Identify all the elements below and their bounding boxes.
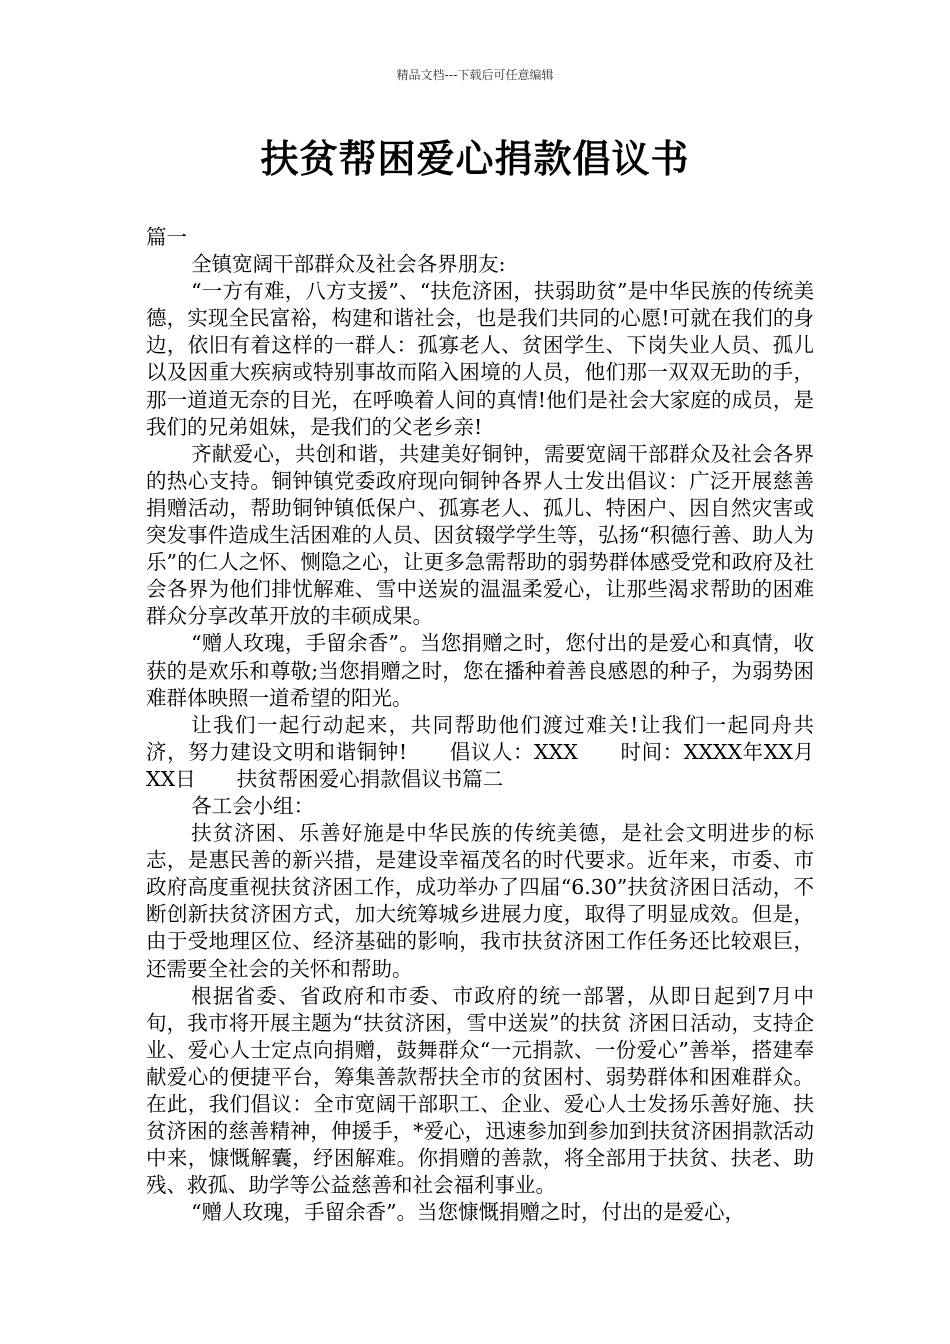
body-paragraph: 齐献爱心，共创和谐，共建美好铜钟，需要宽阔干部群众及社会各界的热心支持。铜钟镇党委政府现向铜钟各界人士发出倡议：广泛开展慈善捐赠活动，帮助铜钟镇低保户、孤寡老人、孤儿、特困户、因自然灾害或突发事件造成生活困难的人员、因贫辍学学生等，弘扬“积德行善、助人为乐”的仁人之怀、恻隐之心，让更多急需帮助的弱势群体感受党和政府及社会各界为他们排忧解难、雪中送炭的温温柔爱心，让那些渴求帮助的困难群众分享改革开放的丰硕成果。 xyxy=(146,441,814,629)
document-body xyxy=(146,224,814,1226)
body-paragraph: 扶贫济困、乐善好施是中华民族的传统美德，是社会文明进步的标志，是惠民善的新兴措，是建设幸福茂名的时代要求。近年来，市委、市政府高度重视扶贫济困工作，成功举办了四届“6.30”扶贫济困日活动，不断创新扶贫济困方式，加大统筹城乡进展力度，取得了明显成效。但是，由于受地理区位、经济基础的影响，我市扶贫济困工作任务还比较艰巨，还需要全社会的关怀和帮助。 xyxy=(146,821,814,981)
body-paragraph: “一方有难，八方支援”、“扶危济困，扶弱助贫”是中华民族的传统美德，实现全民富裕，构建和谐社会，也是我们共同的心愿!可就在我们的身边，依旧有着这样的一群人：孤寡老人、贫困学生、下岗失业人员、孤儿以及因重大疾病或特别事故而陷入困境的人员，他们那一双双无助的手，那一道道无奈的目光，在呼唤着人间的真情!他们是社会大家庭的成员，是我们的兄弟姐妹，是我们的父老乡亲! xyxy=(146,279,814,439)
body-paragraph: “赠人玫瑰，手留余香”。当您捐赠之时，您付出的是爱心和真情，收获的是欢乐和尊敬;当您捐赠之时，您在播种着善良感恩的种子，为弱势困难群体映照一道希望的阳光。 xyxy=(146,631,814,710)
salutation-paragraph: 全镇宽阔干部群众及社会各界朋友: xyxy=(191,252,506,277)
document-title: 扶贫帮困爱心捐款倡议书 xyxy=(260,137,690,181)
page-header-note: 精品文档---下载后可任意编辑 xyxy=(396,68,554,82)
body-paragraph: 根据省委、省政府和市委、市政府的统一部署，从即日起到7月中旬，我市将开展主题为“扶贫济困，雪中送炭”的扶贫 济困日活动，支持企业、爱心人士定点向捐赠，鼓舞群众“一元捐款、一份爱心”善举，搭建奉献爱心的便捷平台，筹集善款帮扶全市的贫困村、弱势群体和困难群众。在此，我们倡议：全市宽阔干部职工、企业、爱心人士发扬乐善好施、扶贫济困的慈善精神，伸援手，*爱心，迅速参加到参加到扶贫济困捐款活动中来，慷慨解囊，纾困解难。你捐赠的善款，将全部用于扶贫、扶老、助残、救孤、助学等公益慈善和社会福利事业。 xyxy=(146,983,814,1198)
body-paragraph: “赠人玫瑰，手留余香”。当您慷慨捐赠之时，付出的是爱心， xyxy=(191,1200,746,1225)
section-label: 篇一 xyxy=(146,225,187,249)
salutation-paragraph: 各工会小组： xyxy=(191,793,315,818)
body-paragraph: 让我们一起行动起来，共同帮助他们渡过难关!让我们一起同舟共济，努力建设文明和谐铜钟! 倡议人：XXX 时间：XXXX年XX月XX日 扶贫帮困爱心捐款倡议书篇二 xyxy=(146,712,814,791)
